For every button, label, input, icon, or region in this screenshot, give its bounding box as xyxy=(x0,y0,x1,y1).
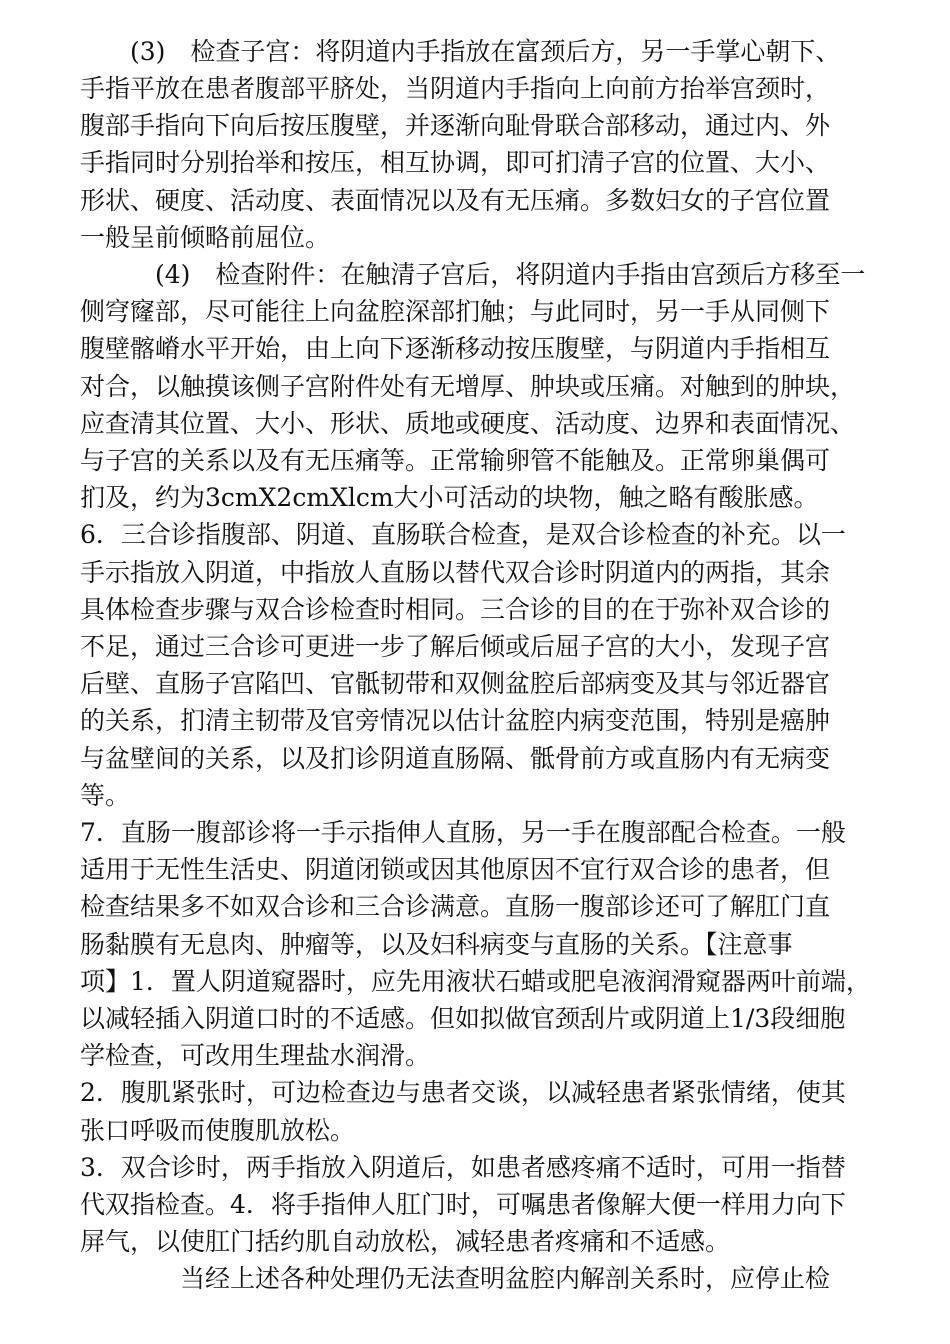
text-line: 手指平放在患者腹部平脐处，当阴道内手指向上向前方抬举宫颈时， xyxy=(80,74,831,103)
text-line: 屏气，以使肛门括约肌自动放松，减轻患者疼痛和不适感。 xyxy=(80,1227,731,1256)
text-line: 与子宫的关系以及有无压痛等。正常输卵管不能触及。正常卵巢偶可 xyxy=(80,446,831,475)
text-line: 以减轻插入阴道口时的不适感。但如拟做官颈刮片或阴道上1/3段细胞 xyxy=(80,1004,846,1033)
text-line: 腹部手指向下向后按压腹壁，并逐渐向耻骨联合部移动，通过内、外 xyxy=(80,111,831,140)
text-line: 扪及，约为3cmX2cmXlcm大小可活动的块物，触之略有酸胀感。 xyxy=(80,483,819,512)
text-line: 一般呈前倾略前屈位。 xyxy=(80,223,331,252)
text-line: 当经上述各种处理仍无法查明盆腔内解剖关系时，应停止检 xyxy=(80,1264,831,1293)
text-line: 手示指放入阴道，中指放人直肠以替代双合诊时阴道内的两指，其余 xyxy=(80,558,831,587)
text-line: 具体检查步骤与双合诊检查时相同。三合诊的目的在于弥补双合诊的 xyxy=(80,595,831,624)
text-line: (4) 检查附件：在触清子宫后，将阴道内手指由宫颈后方移至一 xyxy=(80,260,866,289)
text-line: 6．三合诊指腹部、阴道、直肠联合检查，是双合诊检查的补充。以一 xyxy=(80,520,846,549)
text-line: 3．双合诊时，两手指放入阴道后，如患者感疼痛不适时，可用一指替 xyxy=(80,1153,846,1182)
text-line: 应查清其位置、大小、形状、质地或硬度、活动度、边界和表面情况、 xyxy=(80,409,856,438)
text-line: 手指同时分别抬举和按压，相互协调，即可扪清子宫的位置、大小、 xyxy=(80,148,831,177)
text-line: 7．直肠一腹部诊将一手示指伸人直肠，另一手在腹部配合检查。一般 xyxy=(80,818,846,847)
text-line: 等。 xyxy=(80,781,131,810)
text-line: 检查结果多不如双合诊和三合诊满意。直肠一腹部诊还可了解肛门直 xyxy=(80,892,831,921)
text-line: 张口呼吸而使腹肌放松。 xyxy=(80,1116,356,1145)
text-line: 适用于无性生活史、阴道闭锁或因其他原因不宜行双合诊的患者，但 xyxy=(80,855,831,884)
text-line: 与盆壁间的关系，以及扪诊阴道直肠隔、骶骨前方或直肠内有无病变 xyxy=(80,744,831,773)
text-line: 腹壁髂嵴水平开始，由上向下逐渐移动按压腹壁，与阴道内手指相互 xyxy=(80,334,831,363)
text-line: 形状、硬度、活动度、表面情况以及有无压痛。多数妇女的子宫位置 xyxy=(80,186,831,215)
text-line: 不足，通过三合诊可更进一步了解后倾或后屈子宫的大小，发现子宫 xyxy=(80,632,831,661)
text-line: 的关系，扪清主韧带及官旁情况以估计盆腔内病变范围，特别是癌肿 xyxy=(80,706,831,735)
text-line: 侧穹窿部，尽可能往上向盆腔深部扪触；与此同时，另一手从同侧下 xyxy=(80,297,831,326)
text-line: 代双指检查。4．将手指伸人肛门时，可嘱患者像解大便一样用力向下 xyxy=(80,1190,846,1219)
text-line: 2．腹肌紧张时，可边检查边与患者交谈，以减轻患者紧张情绪，使其 xyxy=(80,1078,846,1107)
text-line: 对合，以触摸该侧子宫附件处有无增厚、肿块或压痛。对触到的肿块， xyxy=(80,372,856,401)
text-line: (3) 检查子宫：将阴道内手指放在富颈后方，另一手掌心朝下、 xyxy=(80,37,841,66)
text-line: 后壁、直肠子宫陷凹、官骶韧带和双侧盆腔后部病变及其与邻近器官 xyxy=(80,669,831,698)
text-line: 学检查，可改用生理盐水润滑。 xyxy=(80,1041,431,1070)
text-line: 肠黏膜有无息肉、肿瘤等，以及妇科病变与直肠的关系。【注意事 xyxy=(80,930,793,959)
text-line: 项】1．置人阴道窥器时，应先用液状石蜡或肥皂液润滑窥器两叶前端， xyxy=(80,967,871,996)
